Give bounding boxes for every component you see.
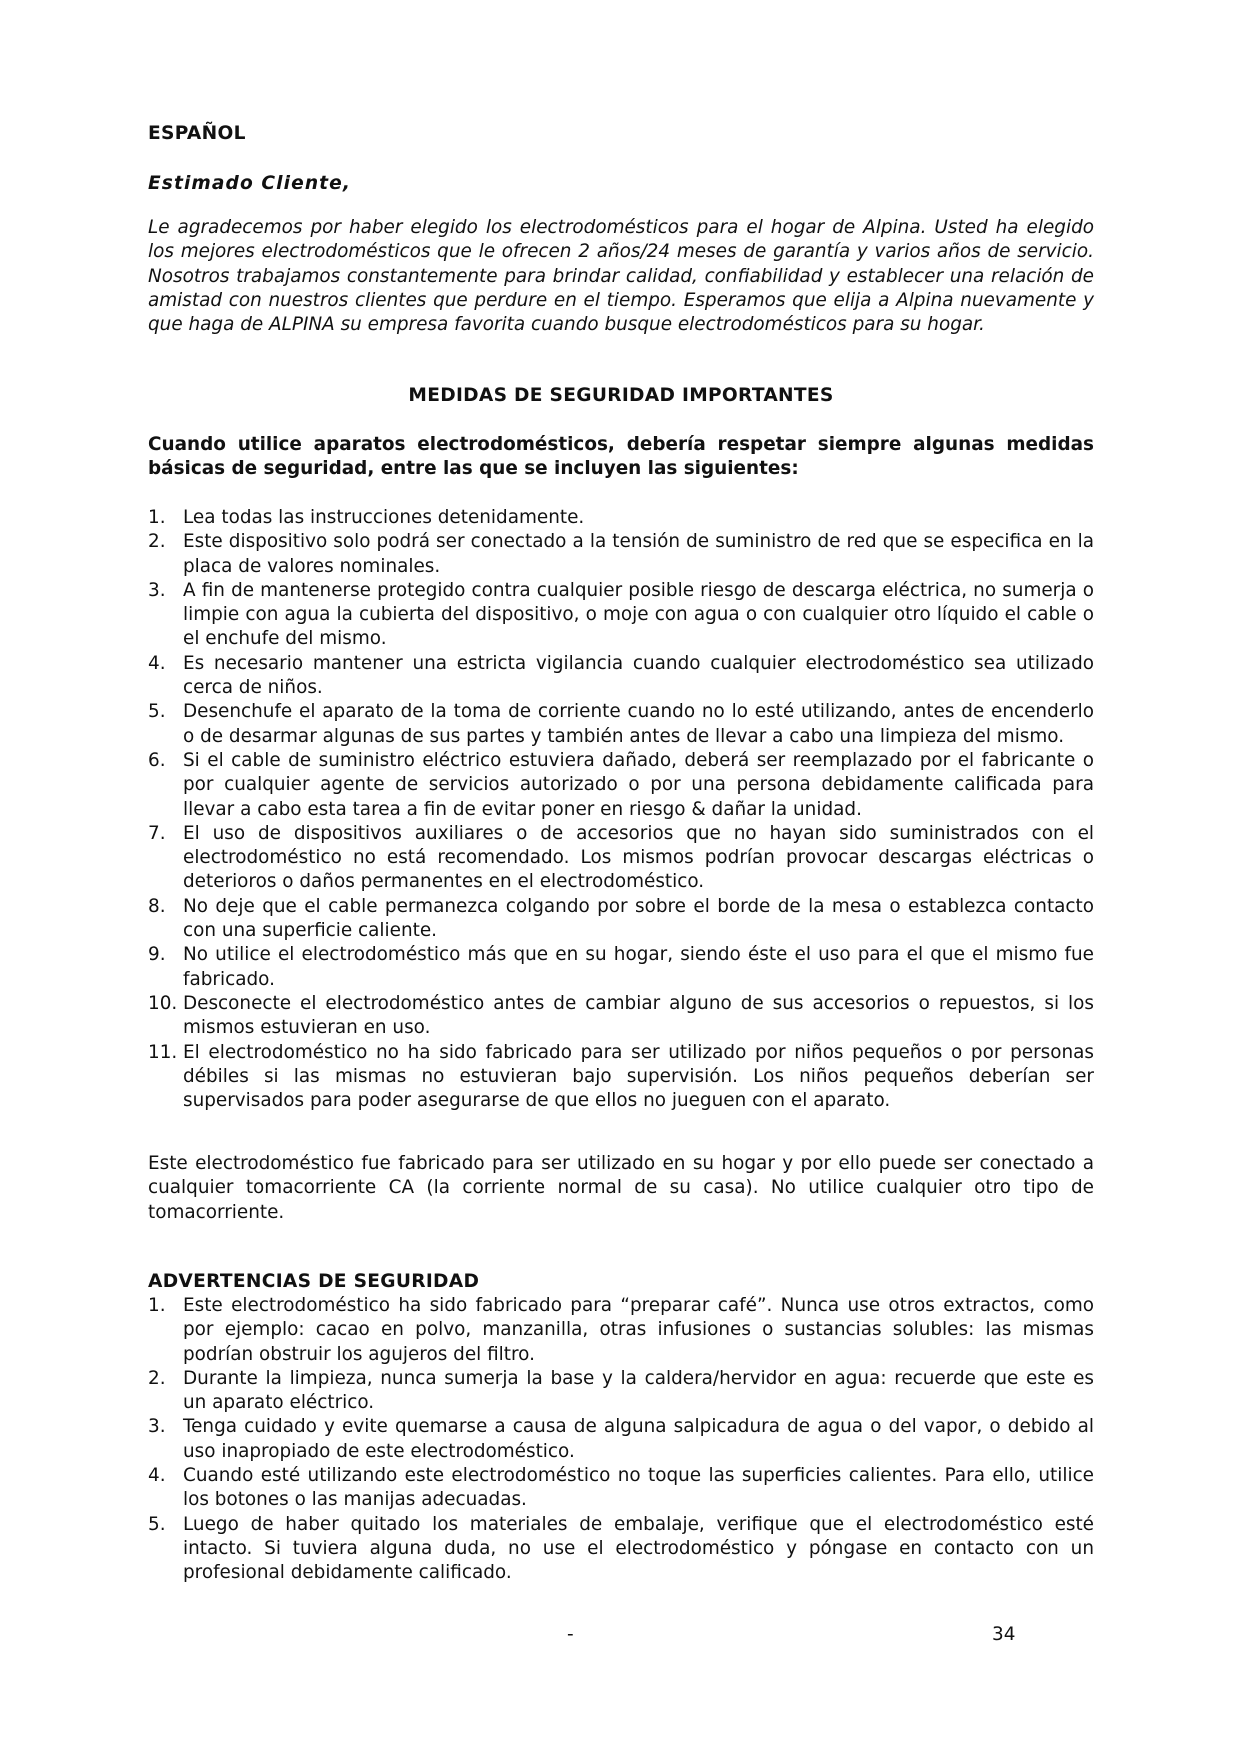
list-item-number: 3. [148, 579, 166, 601]
list-item [148, 579, 1094, 652]
list-item [148, 822, 1094, 895]
list-item-text: A fin de mantenerse protegido contra cualquier posible riesgo de descarga eléctrica, no sumerja o limpie con agua la cubierta del dispositivo, o moje con agua o con cualquier otro líquido el cable o el enchufe del mismo. [183, 579, 1094, 650]
greeting: Estimado Cliente, [148, 173, 352, 194]
list-item-number: 7. [148, 822, 166, 844]
list-item [148, 700, 1094, 749]
list-item-text: Este dispositivo solo podrá ser conectado a la tensión de suministro de red que se especifica en la placa de valores nominales. [183, 531, 1094, 577]
list-item-number: 5. [148, 701, 166, 723]
list-item-text: Tenga cuidado y evite quemarse a causa de alguna salpicadura de agua o del vapor, o debido al uso inapropiado de este electrodoméstico. [183, 1416, 1094, 1462]
list-item-number: 4. [148, 1465, 166, 1487]
list-item-number: 10. [148, 992, 178, 1014]
list-item [148, 895, 1094, 944]
list-item-text: Desenchufe el aparato de la toma de corriente cuando no lo esté utilizando, antes de encenderlo o de desarmar algunas de sus partes y también antes de llevar a cabo una limpieza del mismo. [183, 701, 1094, 747]
list-item-text: El electrodoméstico no ha sido fabricado para ser utilizado por niños pequeños o por personas débiles si las mismas no estuvieran bajo supervisión. Los niños pequeños deberían ser supervisados para poder asegurarse de que ellos no jueguen con el aparato. [183, 1041, 1094, 1112]
section-language-heading: ESPAÑOL [148, 123, 246, 144]
closing-paragraph: Este electrodoméstico fue fabricado para ser utilizado en su hogar y por ello puede ser conectado a cualquier tomacorriente CA (la corriente normal de su casa). No utilice cualquier otro tipo de tomacorriente. [148, 1153, 1094, 1223]
safety-lead-paragraph: Cuando utilice aparatos electrodomésticos, debería respetar siempre algunas medidas básicas de seguridad, entre las que se incluyen las siguientes: [148, 434, 1094, 480]
intro-paragraph: Le agradecemos por haber elegido los electrodomésticos para el hogar de Alpina. Usted ha elegido los mejores electrodomésticos que le ofrecen 2 años/24 meses de garantía y varios años de servicio. Nosotros trabajamos constantemente para brindar calidad, confiabilidad y establecer una relación de amistad con nuestros clientes que perdure en el tiempo. Esperamos que elija a Alpina nuevamente y que haga de ALPINA su empresa favorita cuando busque electrodomésticos para su hogar. [148, 217, 1094, 336]
list-item-number: 1. [148, 1295, 166, 1316]
list-item-text: No deje que el cable permanezca colgando por sobre el borde de la mesa o establezca contacto con una superficie caliente. [183, 895, 1094, 942]
list-item [148, 530, 1094, 579]
list-item [148, 652, 1094, 701]
list-item [148, 1367, 1094, 1416]
list-item [148, 1415, 1094, 1464]
list-item [148, 1513, 1094, 1586]
list-item-number: 9. [148, 944, 166, 966]
list-item-text: Lea todas las instrucciones detenidamente. [183, 507, 585, 528]
list-item-text: Cuando esté utilizando este electrodoméstico no toque las superficies calientes. Para ello, utilice los botones o las manijas adecuadas. [183, 1465, 1094, 1511]
list-item-number: 11. [148, 1041, 178, 1063]
list-item-number: 1. [148, 507, 166, 528]
list-item-text: Desconecte el electrodoméstico antes de cambiar alguno de sus accesorios o repuestos, si los mismos estuvieran en uso. [183, 992, 1094, 1039]
list-item [148, 1041, 1094, 1114]
list-item-number: 6. [148, 749, 166, 771]
safety-list [148, 506, 1094, 1113]
safety-heading: MEDIDAS DE SEGURIDAD IMPORTANTES [408, 385, 834, 406]
list-item-text: Este electrodoméstico ha sido fabricado para “preparar café”. Nunca use otros extractos, como por ejemplo: cacao en polvo, manzanilla, otras infusiones o sustancias solubles: las mismas podrían obstruir los agujeros del filtro. [183, 1295, 1094, 1365]
list-item-number: 2. [148, 531, 166, 553]
list-item-number: 2. [148, 1367, 166, 1389]
list-item [148, 506, 1094, 530]
list-item-text: Es necesario mantener una estricta vigilancia cuando cualquier electrodoméstico sea utilizado cerca de niños. [183, 652, 1094, 699]
list-item-number: 4. [148, 652, 166, 674]
list-item [148, 1294, 1094, 1367]
list-item-text: El uso de dispositivos auxiliares o de accesorios que no hayan sido suministrados con el electrodoméstico no está recomendado. Los mismos podrían provocar descargas eléctricas o deterioros o daños permanentes en el electrodoméstico. [183, 822, 1094, 893]
list-item-text: Luego de haber quitado los materiales de embalaje, verifique que el electrodoméstico esté intacto. Si tuviera alguna duda, no use el electrodoméstico y póngase en contacto con un profesional debidamente calificado. [183, 1513, 1094, 1584]
warnings-heading: ADVERTENCIAS DE SEGURIDAD [148, 1271, 480, 1292]
list-item-number: 5. [148, 1513, 166, 1535]
list-item-text: Si el cable de suministro eléctrico estuviera dañado, deberá ser reemplazado por el fabricante o por cualquier agente de servicios autorizado o por una persona debidamente calificada para llevar a cabo esta tarea a fin de evitar poner en riesgo & dañar la unidad. [183, 749, 1094, 820]
list-item-text: No utilice el electrodoméstico más que en su hogar, siendo éste el uso para el que el mismo fue fabricado. [183, 944, 1094, 990]
footer-dash: - [567, 1624, 574, 1645]
page-number: 34 [992, 1624, 1016, 1645]
list-item-number: 3. [148, 1416, 166, 1438]
list-item [148, 749, 1094, 822]
list-item-number: 8. [148, 895, 166, 917]
list-item-text: Durante la limpieza, nunca sumerja la base y la caldera/hervidor en agua: recuerde que este es un aparato eléctrico. [183, 1367, 1094, 1414]
list-item [148, 1464, 1094, 1513]
warnings-list [148, 1294, 1094, 1586]
list-item [148, 992, 1094, 1041]
list-item [148, 943, 1094, 992]
